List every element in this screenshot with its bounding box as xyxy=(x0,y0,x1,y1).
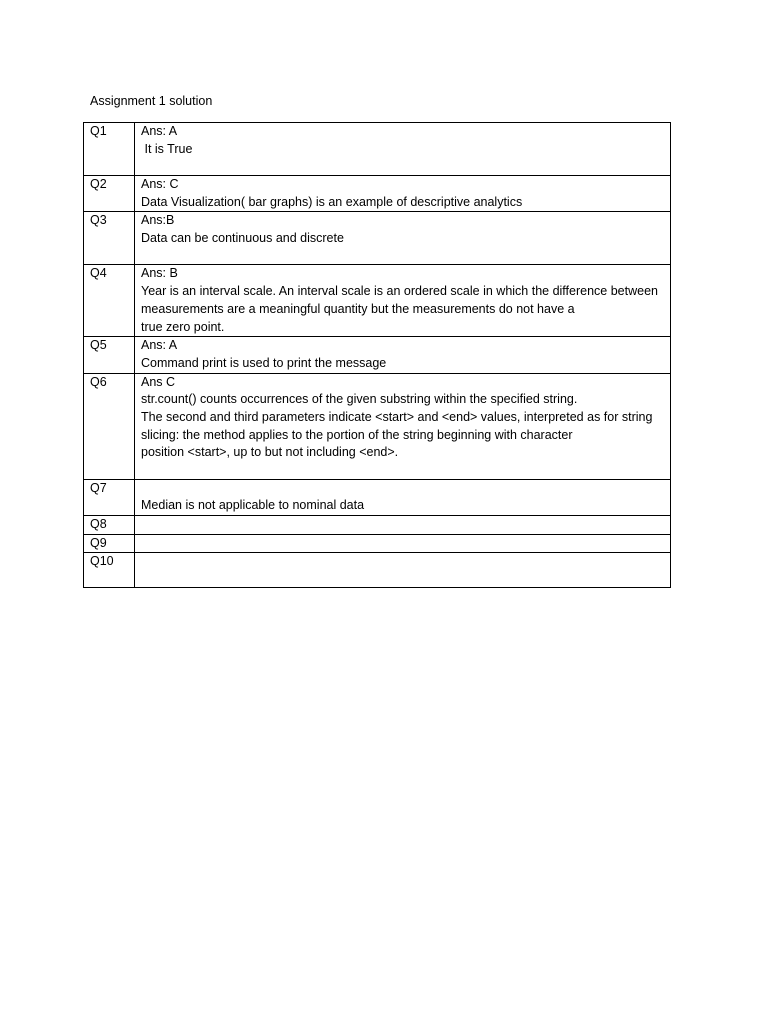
answer-text: true zero point. xyxy=(141,319,225,334)
answer-cell xyxy=(135,479,671,515)
table-row-q2 xyxy=(84,176,671,212)
table-row-q10 xyxy=(84,553,671,588)
answer-cell xyxy=(135,534,671,553)
question-number: Q1 xyxy=(84,123,135,176)
table-row-q5 xyxy=(84,337,671,373)
answer-label: Ans: A xyxy=(141,338,178,353)
table-row-q7 xyxy=(84,479,671,515)
answer-text: slicing: the method applies to the portion of the string beginning with character xyxy=(141,427,573,442)
answer-text: measurements are a meaningful quantity but the measurements do not have a xyxy=(141,301,575,316)
answer-label: Ans: B xyxy=(141,266,178,281)
answer-cell xyxy=(135,516,671,535)
answer-cell xyxy=(135,176,671,212)
table-row-q1 xyxy=(84,123,671,176)
answer-text: position <start>, up to but not including <end>. xyxy=(141,445,399,460)
answer-cell xyxy=(135,373,671,479)
answer-cell xyxy=(135,553,671,588)
answer-text: The second and third parameters indicate <start> and <end> values, interpreted as for string xyxy=(141,410,653,425)
answer-text: str.count() counts occurrences of the given substring within the specified string. xyxy=(141,392,578,407)
table-row-q8 xyxy=(84,516,671,535)
answer-label: Ans: C xyxy=(141,177,179,191)
answer-cell xyxy=(135,212,671,265)
question-number: Q3 xyxy=(84,212,135,265)
answer-label: Ans: A xyxy=(141,124,178,138)
answer-text: Median is not applicable to nominal data xyxy=(141,498,365,513)
answer-text: Data can be continuous and discrete xyxy=(141,231,344,246)
table-row-q4 xyxy=(84,265,671,337)
blank-line xyxy=(141,480,668,498)
question-number: Q5 xyxy=(84,337,135,373)
answer-label: Ans:B xyxy=(141,213,175,228)
answers-table xyxy=(83,122,671,588)
answer-text: Data Visualization( bar graphs) is an example of descriptive analytics xyxy=(141,194,523,209)
question-number: Q2 xyxy=(84,176,135,212)
answer-cell xyxy=(135,123,671,176)
page-title: Assignment 1 solution xyxy=(90,94,213,108)
question-number: Q8 xyxy=(84,516,135,535)
table-row-q9 xyxy=(84,534,671,553)
question-number: Q6 xyxy=(84,373,135,479)
question-number: Q7 xyxy=(84,479,135,515)
table-row-q3 xyxy=(84,212,671,265)
table-row-q6 xyxy=(84,373,671,479)
answer-label: Ans C xyxy=(141,374,176,389)
question-number: Q10 xyxy=(84,553,135,588)
question-number: Q4 xyxy=(84,265,135,337)
answer-text: Command print is used to print the message xyxy=(141,355,387,370)
answer-cell xyxy=(135,265,671,337)
answer-text: It is True xyxy=(141,141,193,156)
answer-cell xyxy=(135,337,671,373)
answer-text: Year is an interval scale. An interval scale is an ordered scale in which the difference between xyxy=(141,284,658,299)
question-number: Q9 xyxy=(84,534,135,553)
